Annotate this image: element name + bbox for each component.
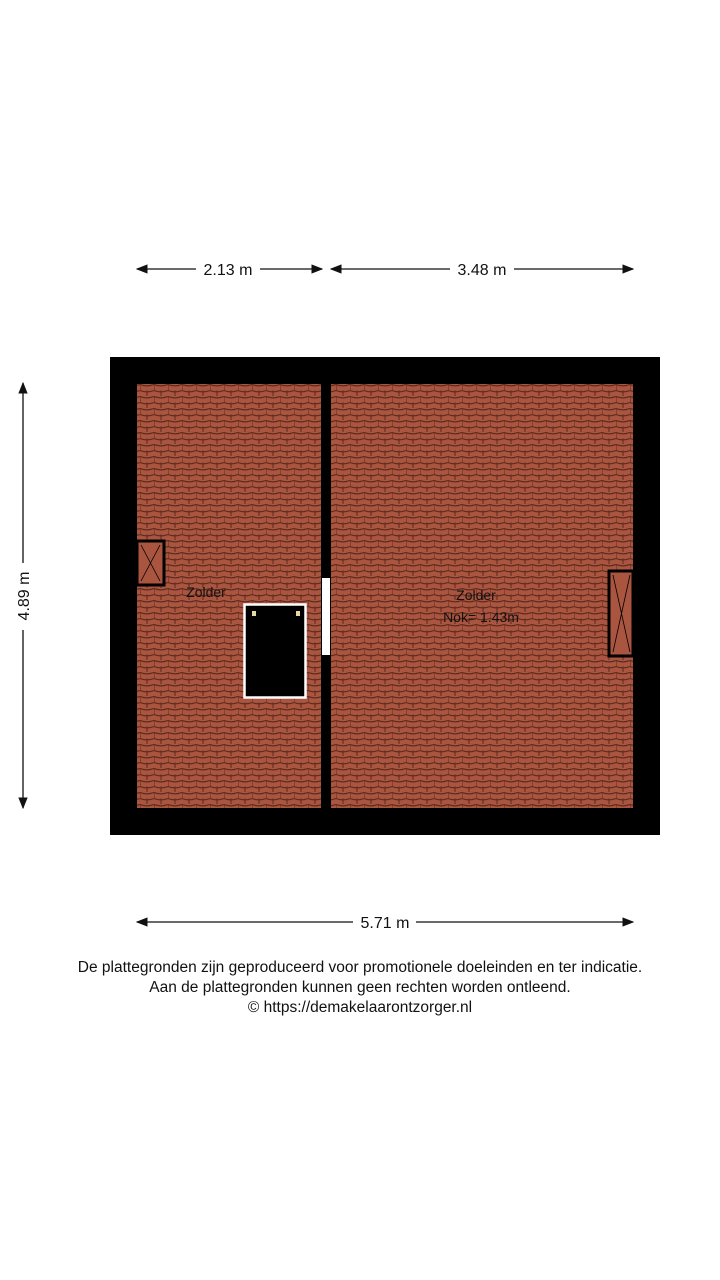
room-label-left: Zolder (186, 584, 226, 600)
dimension-bottom (137, 915, 633, 932)
dimension-left-label: 4.89 m (16, 571, 33, 621)
dimension-top-left (137, 262, 322, 279)
disclaimer-line-2: Aan de plattegronden kunnen geen rechten worden ontleend. (149, 979, 571, 996)
room-zolder-left (137, 384, 321, 808)
dimension-top-right (331, 262, 633, 279)
dimension-bottom-label: 5.71 m (360, 915, 410, 932)
attic-hatch (245, 605, 306, 698)
room-label-right: Zolder (456, 587, 496, 603)
disclaimer-line-1: De plattegronden zijn geproduceerd voor promotionele doeleinden en ter indicatie. (77, 959, 643, 976)
room-note-right: Nok= 1.43m (443, 609, 519, 625)
dimension-top-left-label: 2.13 m (203, 262, 253, 279)
dimension-left (16, 383, 33, 808)
disclaimer-line-3: © https://demakelaarontzorger.nl (247, 999, 473, 1016)
door-opening (322, 578, 330, 655)
window-left (137, 541, 164, 585)
window-right (609, 571, 633, 656)
disclaimer (0, 958, 720, 1018)
dimension-top-right-label: 3.48 m (457, 262, 507, 279)
